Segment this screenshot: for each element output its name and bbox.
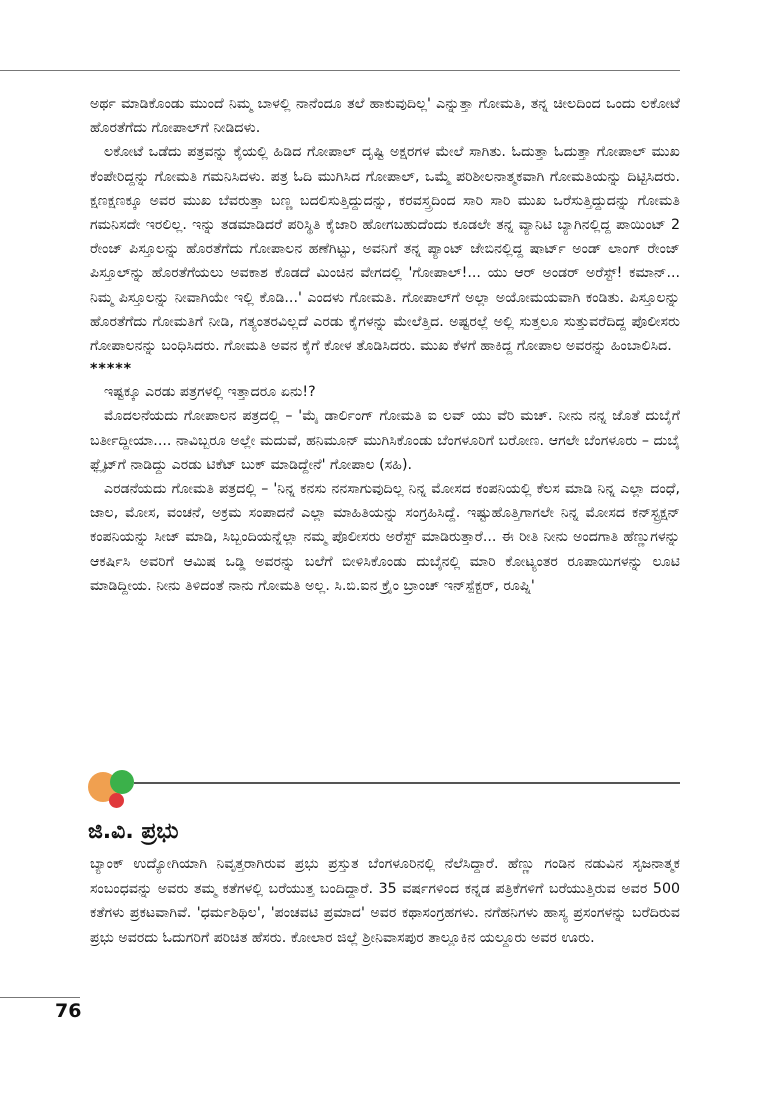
- author-divider: [134, 782, 680, 784]
- footer-divider: [0, 997, 80, 998]
- green-dot: [110, 770, 134, 794]
- story-paragraph: ಎರಡನೆಯದು ಗೋಮತಿ ಪತ್ರದಲ್ಲಿ – 'ನಿನ್ನ ಕನಸು ನನಸಾಗುವುದಿಲ್ಲ ನಿನ್ನ ಮೋಸದ ಕಂಪನಿಯಲ್ಲಿ ಕೆಲಸ ಮಾಡಿ ನಿನ್ನ ಎಲ್ಲಾ ದಂಧೆ, ಜಾಲ, ಮೋಸ, ವಂಚನೆ, ಅಕ್ರಮ ಸಂಪಾದನೆ ಎಲ್ಲಾ ಮಾಹಿತಿಯನ್ನು ಸಂಗ್ರಹಿಸಿದ್ದೆ. ಇಷ್ಟುಹೊತ್ತಿಗಾಗಲೇ ನಿನ್ನ ಮೋಸದ ಕನ್‌ಸ್ಟ್ರಕ್ಷನ್ ಕಂಪನಿಯನ್ನು ಸೀಜ್ ಮಾಡಿ, ಸಿಬ್ಬಂದಿಯನ್ನೆಲ್ಲಾ ನಮ್ಮ ಪೊಲೀಸರು ಅರೆಸ್ಟ್ ಮಾಡಿರುತ್ತಾರೆ... ಈ ರೀತಿ ನೀನು ಅಂದಗಾತಿ ಹೆಣ್ಣುಗಳನ್ನು ಆಕರ್ಷಿಸಿ ಅವರಿಗೆ ಆಮಿಷ ಒಡ್ಡಿ ಅವರನ್ನು ಬಲೆಗೆ ಬೀಳಿಸಿಕೊಂಡು ದುಬೈನಲ್ಲಿ ಮಾರಿ ಕೋಟ್ಯಂತರ ರೂಪಾಯಿಗಳನ್ನು ಲೂಟಿ ಮಾಡಿದ್ದೀಯ. ನೀನು ತಿಳಿದಂತೆ ನಾನು ಗೋಮತಿ ಅಲ್ಲ. ಸಿ.ಬಿ.ಐನ ಕ್ರೈಂ ಬ್ರಾಂಚ್ ಇನ್‌ಸ್ಪೆಕ್ಟರ್, ರೂಪ್ನಿ': [90, 481, 680, 594]
- decorative-dots-logo: [88, 770, 138, 814]
- story-paragraph: ಮೊದಲನೆಯದು ಗೋಪಾಲನ ಪತ್ರದಲ್ಲಿ – 'ಮೈ ಡಾರ್ಲಿಂಗ್ ಗೋಮತಿ ಐ ಲವ್ ಯು ವೆರಿ ಮಚ್. ನೀನು ನನ್ನ ಜೊತೆ ದುಬೈಗೆ ಬರ್ತೀದ್ದೀಯಾ.... ನಾವಿಬ್ಬರೂ ಅಲ್ಲೇ ಮದುವೆ, ಹನಿಮೂನ್ ಮುಗಿಸಿಕೊಂಡು ಬೆಂಗಳೂರಿಗೆ ಬರೋಣ. ಆಗಲೇ ಬೆಂಗಳೂರು – ದುಬೈ ಫ್ಲೈಟ್‌ಗೆ ನಾಡಿದ್ದು ಎರಡು ಟಿಕೆಟ್ ಬುಕ್ ಮಾಡಿದ್ದೇನೆ' ಗೋಪಾಲ (ಸಹಿ).: [90, 408, 680, 473]
- page-number: 76: [55, 1000, 82, 1022]
- story-paragraph: ಇಷ್ಟಕ್ಕೂ ಎರಡು ಪತ್ರಗಳಲ್ಲಿ ಇತ್ತಾದರೂ ಏನು!?: [104, 384, 316, 401]
- section-separator: *****: [90, 361, 133, 378]
- author-bio: ಬ್ಯಾಂಕ್ ಉದ್ಯೋಗಿಯಾಗಿ ನಿವೃತ್ತರಾಗಿರುವ ಪ್ರಭು ಪ್ರಸ್ತುತ ಬೆಂಗಳೂರಿನಲ್ಲಿ ನೆಲೆಸಿದ್ದಾರೆ. ಹೆಣ್ಣು ಗಂಡಿನ ನಡುವಿನ ಸೃಜನಾತ್ಮಕ ಸಂಬಂಧವನ್ನು ಅವರು ತಮ್ಮ ಕತೆಗಳಲ್ಲಿ ಬರೆಯುತ್ತ ಬಂದಿದ್ದಾರೆ. 35 ವರ್ಷಗಳಿಂದ ಕನ್ನಡ ಪತ್ರಿಕೆಗಳಿಗೆ ಬರೆಯುತ್ತಿರುವ ಅವರ 500 ಕತೆಗಳು ಪ್ರಕಟವಾಗಿವೆ. 'ಧರ್ಮಶಿಥಿಲ', 'ಪಂಚವಟಿ ಪ್ರಮಾದ' ಅವರ ಕಥಾಸಂಗ್ರಹಗಳು. ನಗೆಹನಿಗಳು ಹಾಸ್ಯ ಪ್ರಸಂಗಳನ್ನು ಬರೆದಿರುವ ಪ್ರಭು ಅವರದು ಓದುಗರಿಗೆ ಪರಿಚಿತ ಹೆಸರು. ಕೋಲಾರ ಜಿಲ್ಲೆ ಶ್ರೀನಿವಾಸಪುರ ತಾಲ್ಲೂಕಿನ ಯಲ್ದೂರು ಅವರ ಊರು.: [90, 856, 680, 946]
- story-paragraph: ಅರ್ಥ ಮಾಡಿಕೊಂಡು ಮುಂದೆ ನಿಮ್ಮ ಬಾಳಲ್ಲಿ ನಾನೆಂದೂ ತಲೆ ಹಾಕುವುದಿಲ್ಲ' ಎನ್ನುತ್ತಾ ಗೋಮತಿ, ತನ್ನ ಚೀಲದಿಂದ ಒಂದು ಲಕೋಟೆ ಹೊರತೆಗೆದು ಗೋಪಾಲ್‌ಗೆ ನೀಡಿದಳು.: [90, 96, 680, 137]
- author-name: ಜಿ.ವಿ. ಪ್ರಭು: [88, 819, 179, 844]
- red-dot: [109, 793, 124, 808]
- story-body: [90, 92, 680, 598]
- top-divider: [0, 70, 680, 71]
- story-paragraph: ಲಕೋಟೆ ಒಡೆದು ಪತ್ರವನ್ನು ಕೈಯಲ್ಲಿ ಹಿಡಿದ ಗೋಪಾಲ್ ದೃಷ್ಟಿ ಅಕ್ಷರಗಳ ಮೇಲೆ ಸಾಗಿತು. ಓದುತ್ತಾ ಓದುತ್ತಾ ಗೋಪಾಲ್ ಮುಖ ಕೆಂಪೇರಿದ್ದನ್ನು ಗೋಮತಿ ಗಮನಿಸಿದಳು. ಪತ್ರ ಓದಿ ಮುಗಿಸಿದ ಗೋಪಾಲ್, ಒಮ್ಮೆ ಪರಿಶೀಲನಾತ್ಮಕವಾಗಿ ಗೋಮತಿಯನ್ನು ದಿಟ್ಟಿಸಿದರು. ಕ್ಷಣಕ್ಷಣಕ್ಕೂ ಅವರ ಮುಖ ಬೆವರುತ್ತಾ ಬಣ್ಣ ಬದಲಿಸುತ್ತಿದ್ದುದನ್ನು, ಕರವಸ್ತ್ರದಿಂದ ಸಾರಿ ಸಾರಿ ಮುಖ ಒರೆಸುತ್ತಿದ್ದುದನ್ನು ಗೋಮತಿ ಗಮನಿಸದೇ ಇರಲಿಲ್ಲ. ಇನ್ನು ತಡಮಾಡಿದರೆ ಪರಿಸ್ಥಿತಿ ಕೈಜಾರಿ ಹೋಗಬಹುದೆಂದು ಕೂಡಲೇ ತನ್ನ ವ್ಯಾನಿಟಿ ಬ್ಯಾಗಿನಲ್ಲಿದ್ದ ಪಾಯಿಂಟ್ 2 ರೇಂಜ್ ಪಿಸ್ತೂಲನ್ನು ಹೊರತೆಗೆದು ಗೋಪಾಲನ ಹಣೆಗಿಟ್ಟು, ಅವನಿಗೆ ತನ್ನ ಪ್ಯಾಂಟ್ ಜೇಬಿನಲ್ಲಿದ್ದ ಷಾರ್ಟ್ ಅಂಡ್ ಲಾಂಗ್ ರೇಂಜ್ ಪಿಸ್ತೂಲ್‌ನ್ನು ಹೊರತೆಗೆಯಲು ಅವಕಾಶ ಕೊಡದೆ ಮಿಂಚಿನ ವೇಗದಲ್ಲಿ 'ಗೋಪಾಲ್!... ಯು ಆರ್ ಅಂಡರ್ ಅರೆಸ್ಟ್! ಕಮಾನ್... ನಿಮ್ಮ ಪಿಸ್ತೂಲನ್ನು ನೀವಾಗಿಯೇ ಇಲ್ಲಿ ಕೊಡಿ...' ಎಂದಳು ಗೋಮತಿ. ಗೋಪಾಲ್‌ಗೆ ಅಲ್ಲಾ ಅಯೋಮಯವಾಗಿ ಕಂಡಿತು. ಪಿಸ್ತೂಲನ್ನು ಹೊರತೆಗೆದು ಗೋಮತಿಗೆ ನೀಡಿ, ಗತ್ಯಂತರವಿಲ್ಲದೆ ಎರಡು ಕೈಗಳನ್ನು ಮೇಲೆತ್ತಿದ. ಅಷ್ಟರಲ್ಲೆ ಅಲ್ಲಿ ಸುತ್ತಲೂ ಸುತ್ತುವರೆದಿದ್ದ ಪೊಲೀಸರು ಗೋಪಾಲನನ್ನು ಬಂಧಿಸಿದರು. ಗೋಮತಿ ಅವನ ಕೈಗೆ ಕೋಳ ತೊಡಿಸಿದರು. ಮುಖ ಕೆಳಗೆ ಹಾಕಿದ್ದ ಗೋಪಾಲ ಅವರನ್ನು ಹಿಂಬಾಲಿಸಿದ.: [90, 144, 680, 355]
